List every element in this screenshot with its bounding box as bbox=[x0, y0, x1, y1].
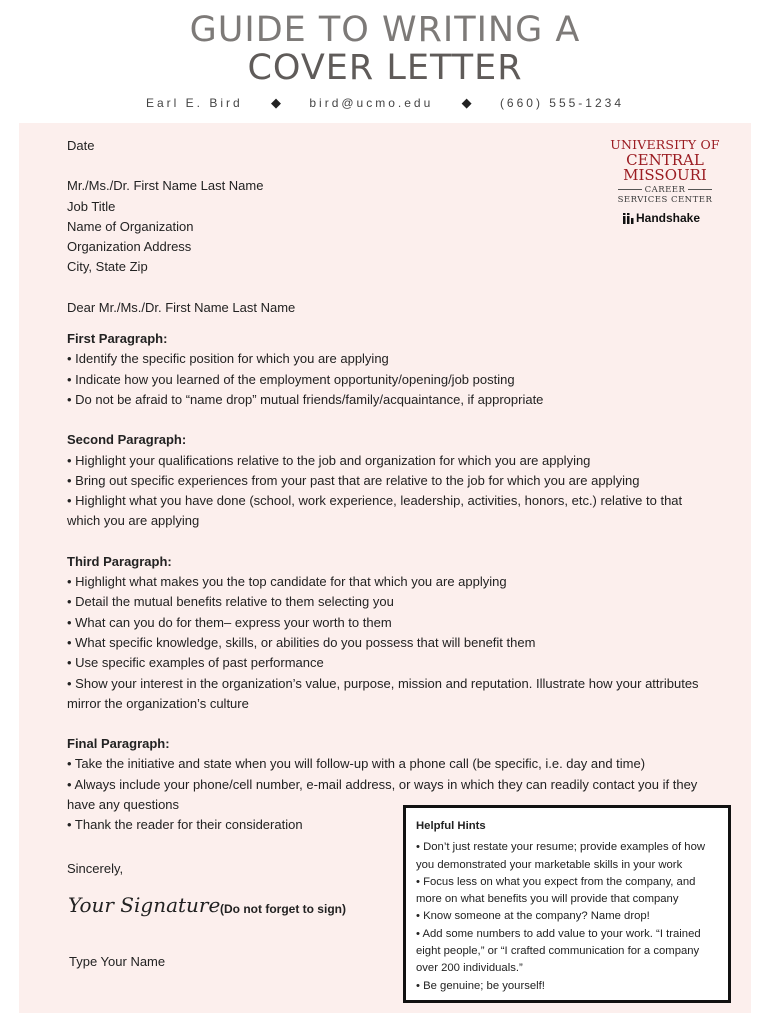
typed-name: Type Your Name bbox=[69, 954, 166, 969]
list-item: • Indicate how you learned of the employment opportunity/opening/job posting bbox=[67, 371, 515, 387]
section-heading-final: Final Paragraph: bbox=[67, 736, 170, 752]
logo-line-1: UNIVERSITY OF bbox=[610, 137, 720, 152]
contact-email[interactable]: bird@ucmo.edu bbox=[309, 96, 434, 110]
section-heading-first: First Paragraph: bbox=[67, 331, 168, 347]
logo-line-4: SERVICES CENTER bbox=[617, 195, 713, 205]
list-item: • Detail the mutual benefits relative to them selecting you bbox=[67, 594, 394, 610]
list-item: • Add some numbers to add value to your work. “I trained eight people,” or “I crafted communication for a company over 200 individuals.” bbox=[416, 927, 701, 975]
list-item: • Highlight what you have done (school, work experience, leadership, activities, honors, etc.) relative to that which you are applying bbox=[67, 493, 683, 529]
contact-phone: (660) 555-1234 bbox=[499, 96, 624, 110]
recipient-job-title: Job Title bbox=[67, 198, 116, 214]
closing: Sincerely, bbox=[67, 861, 124, 876]
list-item: • Show your interest in the organization’s value, purpose, mission and reputation. Illustrate how your attributes mirror the organization’s culture bbox=[67, 675, 699, 711]
list-item: • Be genuine; be yourself! bbox=[416, 979, 545, 992]
list-item: • What specific knowledge, skills, or abilities do you possess that will benefit them bbox=[67, 634, 536, 650]
recipient-organization: Name of Organization bbox=[67, 218, 194, 234]
handshake-wordmark: Handshake bbox=[636, 211, 701, 225]
salutation: Dear Mr./Ms./Dr. First Name Last Name bbox=[67, 299, 296, 315]
signature-note: (Do not forget to sign) bbox=[220, 902, 346, 916]
list-item: • Always include your phone/cell number, e-mail address, or ways in which they can readily contact you if they have any questions bbox=[67, 776, 698, 813]
list-item: • Know someone at the company? Name drop! bbox=[416, 910, 650, 923]
list-item: • Focus less on what you expect from the company, and more on what benefits you will provide that company bbox=[416, 875, 696, 906]
list-item: • Highlight your qualifications relative to the job and organization for which you are applying bbox=[67, 452, 591, 468]
section-heading-second: Second Paragraph: bbox=[67, 432, 187, 448]
list-item: • Take the initiative and state when you will follow-up with a phone call (be specific, i.e. day and time) bbox=[67, 756, 646, 772]
list-item: • Thank the reader for their consideration bbox=[67, 817, 303, 833]
recipient-name: Mr./Ms./Dr. First Name Last Name bbox=[67, 178, 264, 194]
page-title-line-2: COVER LETTER bbox=[247, 48, 523, 88]
hints-title: Helpful Hints bbox=[416, 820, 486, 832]
list-item: • Don’t just restate your resume; provide examples of how you demonstrated your marketable skills in your work bbox=[416, 841, 706, 871]
signature-placeholder: Your Signature bbox=[68, 893, 221, 917]
section-heading-third: Third Paragraph: bbox=[67, 553, 172, 569]
page-title-line-1: GUIDE TO WRITING A bbox=[189, 10, 581, 50]
helpful-hints-box bbox=[403, 805, 731, 1003]
contact-bar bbox=[0, 95, 770, 111]
recipient-city-state-zip: City, State Zip bbox=[67, 259, 148, 275]
list-item: • Identify the specific position for which you are applying bbox=[67, 351, 389, 367]
diamond-icon: ◆ bbox=[461, 95, 472, 110]
contact-name: Earl E. Bird bbox=[145, 96, 243, 110]
logo-line-3-text: CAREER bbox=[644, 184, 686, 195]
list-item: • What can you do for them– express your worth to them bbox=[67, 614, 392, 630]
logo-line-2: CENTRAL MISSOURI bbox=[623, 150, 707, 184]
letter-panel bbox=[19, 123, 751, 1013]
letter-date: Date bbox=[67, 138, 95, 153]
list-item: • Do not be afraid to “name drop” mutual friends/family/acquaintance, if appropriate bbox=[67, 391, 544, 407]
list-item: • Highlight what makes you the top candidate for that which you are applying bbox=[67, 574, 507, 590]
diamond-icon: ◆ bbox=[271, 95, 282, 110]
list-item: • Bring out specific experiences from your past that are relative to the job for which you are applying bbox=[67, 472, 640, 488]
list-item: • Use specific examples of past performance bbox=[67, 655, 324, 671]
letter-body bbox=[67, 136, 717, 836]
recipient-address: Organization Address bbox=[67, 239, 192, 255]
